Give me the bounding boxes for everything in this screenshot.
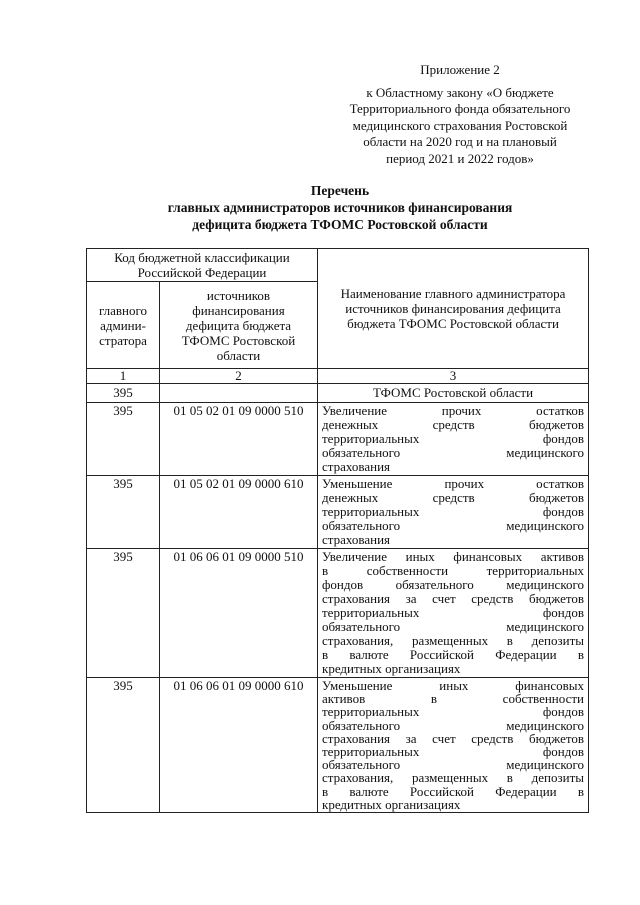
header-code-group: Код бюджетной классификации Российской Федерации <box>87 249 318 282</box>
appendix-block <box>310 62 610 167</box>
row-description <box>318 678 589 813</box>
row-source-code: 01 05 02 01 09 0000 610 <box>160 476 318 549</box>
row-admin-code: 395 <box>87 403 160 476</box>
description-line: страхования <box>322 459 391 474</box>
description-line: кредитных организациях <box>322 661 461 676</box>
description-line: территориальных фондов <box>322 704 584 720</box>
description-line: кредитных организациях <box>322 796 461 812</box>
table-row <box>87 678 589 813</box>
row-description <box>318 549 589 678</box>
description-line: обязательного медицинского <box>322 445 584 460</box>
column-numbers-row <box>87 369 589 384</box>
administrators-table <box>86 248 589 813</box>
description-line: обязательного медицинского <box>322 717 584 733</box>
description-line: страхования, размещенных в депозиты <box>322 633 584 648</box>
table-row <box>87 476 589 549</box>
description-line: страхования за счет средств бюджетов <box>322 591 584 606</box>
row-description <box>318 403 589 476</box>
description-line: территориальных фондов <box>322 431 584 446</box>
row-description <box>318 476 589 549</box>
header-name: Наименование главного администратора источников финансирования дефицита бюджета ТФОМС Ростовской области <box>318 249 589 369</box>
row-source-code: 01 06 06 01 09 0000 610 <box>160 678 318 813</box>
description-line: территориальных фондов <box>322 605 584 620</box>
appendix-line: медицинского страхования Ростовской <box>352 117 568 133</box>
appendix-title: Приложение 2 <box>420 62 500 77</box>
document-heading <box>100 182 580 233</box>
appendix-line: период 2021 и 2022 годов» <box>386 150 534 166</box>
col-number: 2 <box>160 369 318 384</box>
table-row <box>87 403 589 476</box>
org-name: ТФОМС Ростовской области <box>318 384 589 403</box>
description-line: активов в собственности <box>322 691 584 707</box>
description-line: Уменьшение прочих остатков <box>322 476 584 491</box>
row-source-code: 01 06 06 01 09 0000 510 <box>160 549 318 678</box>
appendix-line: области на 2020 год и на плановый <box>363 134 557 149</box>
row-admin-code: 395 <box>87 549 160 678</box>
row-admin-code: 395 <box>87 476 160 549</box>
description-line: Увеличение прочих остатков <box>322 403 584 418</box>
table-row <box>87 549 589 678</box>
header-admin: главного админи-стратора <box>87 282 160 369</box>
description-line: обязательного медицинского <box>322 518 584 533</box>
description-line: денежных средств бюджетов <box>322 417 584 432</box>
description-line: обязательного медицинского <box>322 757 584 773</box>
org-row <box>87 384 589 403</box>
row-source-code: 01 05 02 01 09 0000 510 <box>160 403 318 476</box>
description-line: территориальных фондов <box>322 744 584 760</box>
heading-line-1: главных администраторов источников финансирования <box>167 200 513 215</box>
description-line: денежных средств бюджетов <box>322 490 584 505</box>
org-admin-code: 395 <box>87 384 160 403</box>
description-line: страхования <box>322 532 391 547</box>
description-line: фондов обязательного медицинского <box>322 577 584 592</box>
description-line: страхования за счет средств бюджетов <box>322 730 584 746</box>
description-line: территориальных фондов <box>322 504 584 519</box>
description-line: Увеличение иных финансовых активов <box>322 549 584 564</box>
header-row-1 <box>87 249 589 282</box>
appendix-line: Территориального фонда обязательного <box>349 101 571 116</box>
col-number: 1 <box>87 369 160 384</box>
org-source-code <box>160 384 318 403</box>
header-source: источников финансирования дефицита бюджета ТФОМС Ростовской области <box>160 282 318 369</box>
appendix-line: к Областному закону «О бюджете <box>366 84 554 100</box>
description-line: в собственности территориальных <box>322 563 584 578</box>
description-line: Уменьшение иных финансовых <box>322 678 584 693</box>
col-number: 3 <box>318 369 589 384</box>
heading-line-2: дефицита бюджета ТФОМС Ростовской области <box>192 217 488 232</box>
heading-title: Перечень <box>310 183 370 198</box>
description-line: обязательного медицинского <box>322 619 584 634</box>
description-line: в валюте Российской Федерации в <box>322 783 584 799</box>
description-line: страхования, размещенных в депозиты <box>322 770 584 786</box>
description-line: в валюте Российской Федерации в <box>322 647 584 662</box>
row-admin-code: 395 <box>87 678 160 813</box>
